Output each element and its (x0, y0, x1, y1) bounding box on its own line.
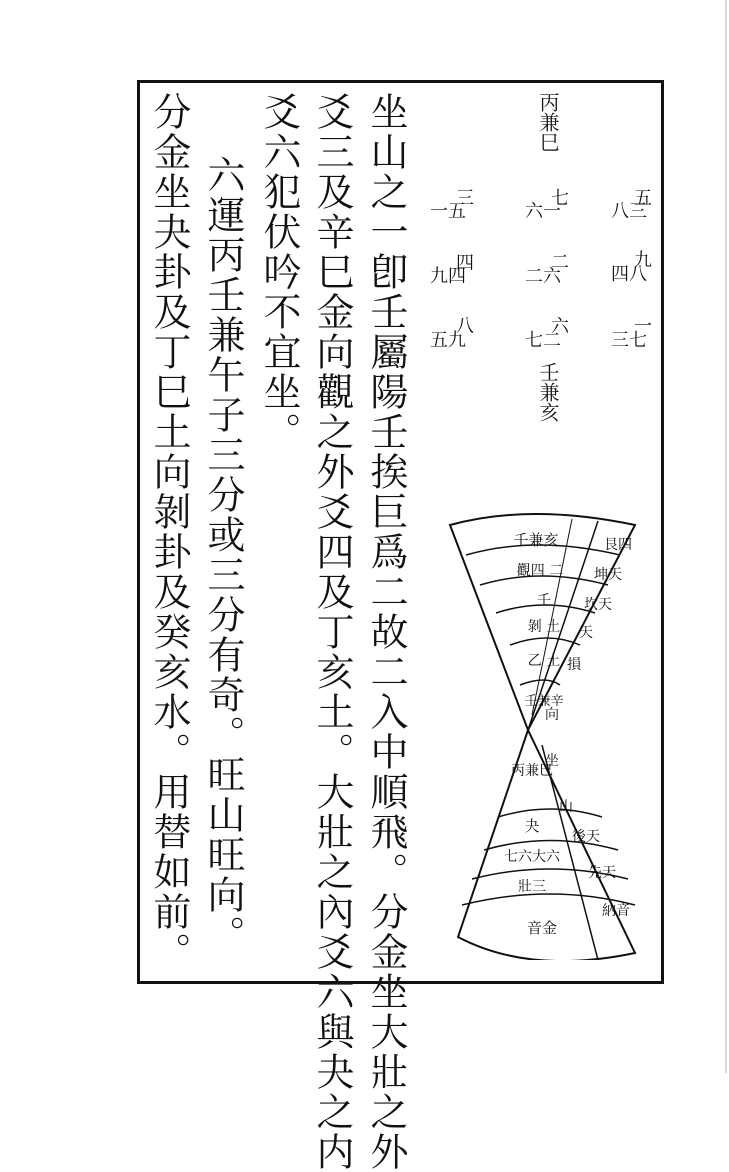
fan-lower-side-5: 納音 (602, 903, 630, 919)
fan-lower-side-2: 山 (559, 799, 573, 815)
fan-upper-side-4: 天 (579, 625, 593, 641)
fan-lower-row-1: 丙兼巳 (511, 763, 553, 779)
fan-upper-row-6: 壬兼辛 (524, 694, 564, 709)
fan-lower-side-1: 坐 (545, 753, 559, 769)
fan-upper-row-5: 乙 土 (527, 653, 561, 669)
cell-mid-right-lower: 四八 (611, 264, 647, 285)
cell-top-left-lower: 一五 (430, 201, 466, 222)
fan-upper-side-1: 艮四 (604, 537, 632, 553)
cell-top-mid-upper: 七 (551, 188, 569, 209)
fan-upper-side-6: 向 (545, 707, 559, 723)
text-column-1: 坐山之一卽壬屬陽壬挨巨爲二故二入中順飛。分金坐大壯之外 (364, 92, 408, 1172)
cell-top-left-upper: 三 (456, 188, 474, 209)
text-column-3: 爻六犯伏吟不宜坐。 (257, 92, 301, 452)
fan-lower-side-3: 後天 (572, 829, 600, 845)
cell-mid-left-lower: 九四 (430, 266, 466, 287)
cell-mid-right-upper: 九 (634, 250, 652, 271)
fan-upper-row-4: 剝 土 (527, 619, 561, 635)
cell-mid-mid-upper: 二 (551, 252, 569, 273)
cell-mid-mid-lower: 二六 (525, 266, 561, 287)
fan-lower-side-4: 先天 (588, 865, 616, 881)
cell-bot-mid-lower: 七二 (525, 330, 561, 351)
fan-lower-row-2: 夬 (524, 817, 540, 835)
text-column-4: 六運丙壬兼午子三分或三分有奇。旺山旺向。 (201, 155, 245, 955)
cell-bot-right-upper: 一 (634, 316, 652, 337)
fan-upper-side-5: 損 (567, 657, 581, 673)
text-column-5: 分金坐夬卦及丁巳土向剝卦及癸亥水。用替如前。 (147, 92, 191, 972)
fan-upper-side-2: 坤天 (594, 567, 622, 583)
cell-top-mid-lower: 六一 (525, 201, 561, 222)
fan-upper-row-2: 觀四 二 (516, 563, 564, 579)
cell-mid-left-upper: 四 (456, 253, 474, 274)
cell-top-right-lower: 八三 (611, 201, 647, 222)
star-chart-top-label: 丙兼巳 (536, 92, 560, 152)
fan-upper-side-3: 坎天 (584, 597, 612, 613)
fan-lower-row-5: 音金 (526, 919, 558, 937)
fan-lower-row-3: 七六大六 (504, 849, 560, 865)
fan-upper-row-1: 壬兼亥 (513, 531, 559, 549)
fan-lower-row-4: 壯三 (518, 879, 546, 895)
cell-top-right-upper: 五 (634, 188, 652, 209)
text-column-2: 爻三及辛巳金向觀之外爻四及丁亥土。大壯之內爻六與夬之内 (310, 92, 354, 1172)
cell-bot-left-lower: 五九 (430, 330, 466, 351)
cell-bot-left-upper: 八 (456, 316, 474, 337)
cell-bot-mid-upper: 六 (551, 316, 569, 337)
fan-upper-row-3: 壬 (537, 593, 551, 609)
page-edge (725, 0, 727, 1073)
cell-bot-right-lower: 三七 (611, 330, 647, 351)
star-chart-bottom-label: 壬兼亥 (536, 362, 560, 422)
fan-diagram (440, 505, 655, 960)
